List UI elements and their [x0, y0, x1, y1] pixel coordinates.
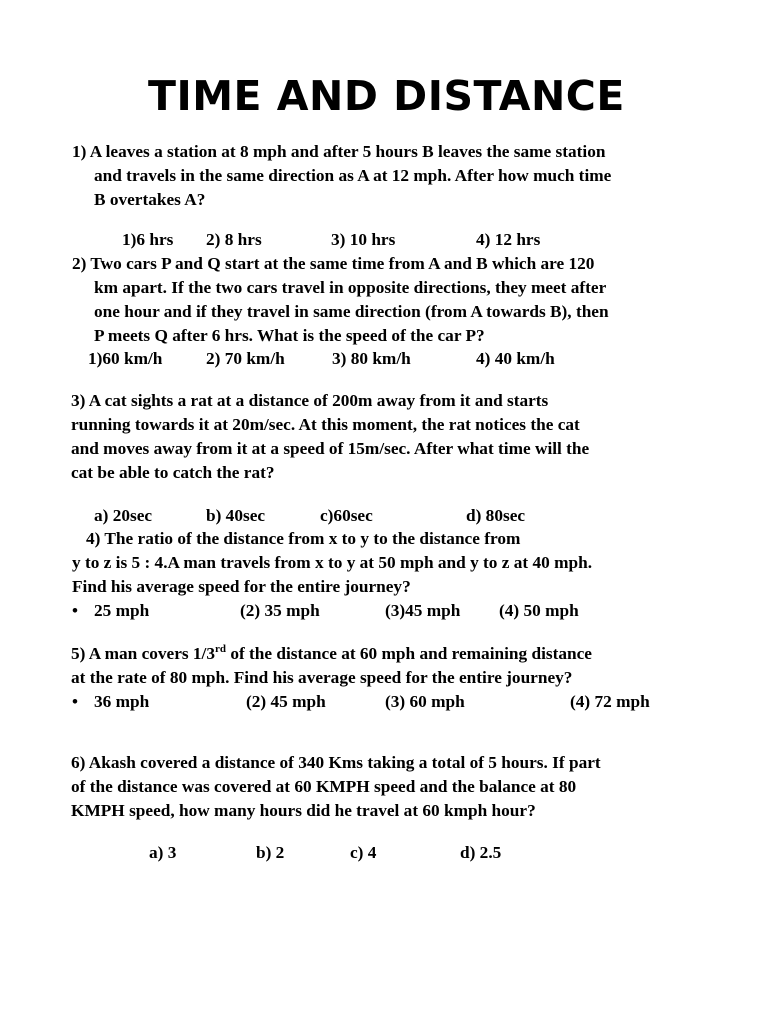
q5-line-1-pre: 5) A man covers 1/3	[71, 644, 215, 663]
q5-bullet: •	[72, 692, 78, 711]
q1-option-2: 2) 8 hrs	[206, 230, 262, 249]
q2-line-1: 2) Two cars P and Q start at the same time from A and B which are 120	[72, 254, 595, 273]
q5-option-3: (3) 60 mph	[385, 692, 465, 711]
q4-line-3: Find his average speed for the entire journey?	[72, 577, 411, 596]
q1-line-3: B overtakes A?	[94, 190, 206, 209]
q1-line-1: 1) A leaves a station at 8 mph and after 5 hours B leaves the same station	[72, 142, 606, 161]
q1-line-2: and travels in the same direction as A at 12 mph. After how much time	[94, 166, 612, 185]
q6-option-a: a) 3	[149, 843, 177, 862]
q3-line-1: 3) A cat sights a rat at a distance of 200m away from it and starts	[71, 391, 549, 410]
q4-line-1: 4) The ratio of the distance from x to y to the distance from	[86, 529, 521, 548]
q5-line-1	[71, 643, 592, 665]
q3-line-2: running towards it at 20m/sec. At this moment, the rat notices the cat	[71, 415, 580, 434]
q3-option-b: b) 40sec	[206, 506, 266, 525]
q2-line-2: km apart. If the two cars travel in opposite directions, they meet after	[94, 278, 607, 297]
q6-option-b: b) 2	[256, 843, 285, 862]
q3-option-d: d) 80sec	[466, 506, 526, 525]
q5-line-1-post: of the distance at 60 mph and remaining distance	[226, 644, 592, 663]
q6-option-d: d) 2.5	[460, 843, 502, 862]
q5-line-2: at the rate of 80 mph. Find his average speed for the entire journey?	[71, 668, 573, 687]
q5-option-4: (4) 72 mph	[570, 692, 650, 711]
q5-option-1: 36 mph	[94, 692, 150, 711]
page-title: TIME AND DISTANCE	[148, 72, 625, 120]
q4-option-2: (2) 35 mph	[240, 601, 320, 620]
q1-option-3: 3) 10 hrs	[331, 230, 396, 249]
q2-option-3: 3) 80 km/h	[332, 349, 411, 368]
q1-option-1: 1)6 hrs	[122, 230, 174, 249]
q5-option-2: (2) 45 mph	[246, 692, 326, 711]
q2-line-4: P meets Q after 6 hrs. What is the speed of the car P?	[94, 326, 485, 345]
q6-line-2: of the distance was covered at 60 KMPH speed and the balance at 80	[71, 777, 577, 796]
q3-line-4: cat be able to catch the rat?	[71, 463, 275, 482]
q4-bullet: •	[72, 601, 78, 620]
q4-option-3: (3)45 mph	[385, 601, 461, 620]
q4-option-4: (4) 50 mph	[499, 601, 579, 620]
q2-line-3: one hour and if they travel in same direction (from A towards B), then	[94, 302, 609, 321]
q5-line-1-sup: rd	[215, 643, 226, 656]
q4-option-1: 25 mph	[94, 601, 150, 620]
q1-option-4: 4) 12 hrs	[476, 230, 541, 249]
q3-option-c: c)60sec	[320, 506, 373, 525]
q4-line-2: y to z is 5 : 4.A man travels from x to y at 50 mph and y to z at 40 mph.	[72, 553, 593, 572]
q2-option-1: 1)60 km/h	[88, 349, 163, 368]
q3-option-a: a) 20sec	[94, 506, 153, 525]
q2-option-2: 2) 70 km/h	[206, 349, 285, 368]
q6-line-1: 6) Akash covered a distance of 340 Kms taking a total of 5 hours. If part	[71, 753, 601, 772]
q3-line-3: and moves away from it at a speed of 15m/sec. After what time will the	[71, 439, 590, 458]
q6-option-c: c) 4	[350, 843, 377, 862]
q2-option-4: 4) 40 km/h	[476, 349, 555, 368]
q6-line-3: KMPH speed, how many hours did he travel at 60 kmph hour?	[71, 801, 536, 820]
